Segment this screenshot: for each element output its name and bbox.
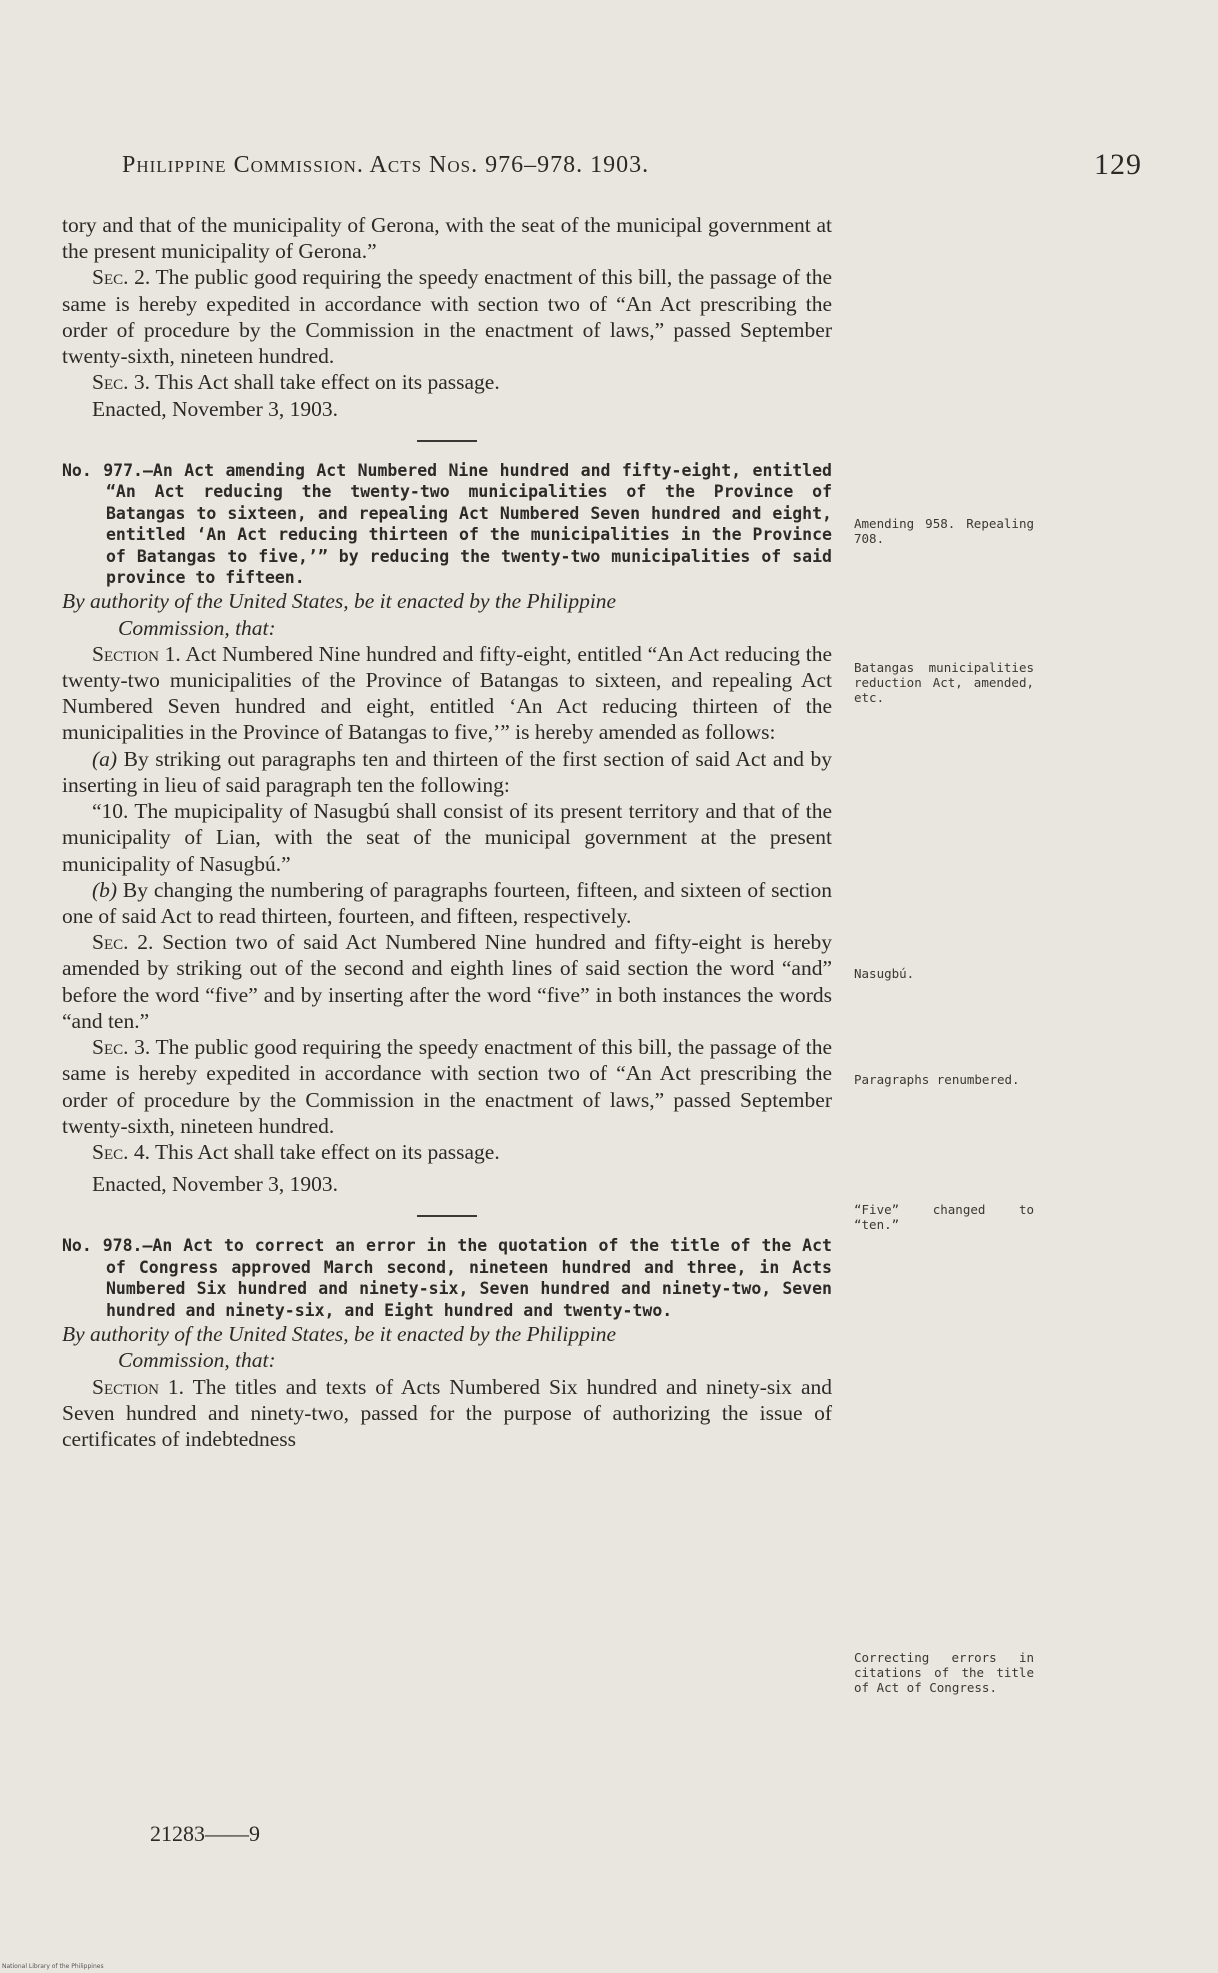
margin-note-amending: Amending 958. Repealing 708. [854, 516, 1034, 546]
clause-text: By striking out paragraphs ten and thirteen of the first section of said Act and by inserting in lieu of said paragraph ten the following: [62, 746, 832, 797]
paragraph [62, 641, 832, 746]
section-text: Act Numbered Nine hundred and fifty-eight, entitled “An Act reducing the twenty-two municipalities of the Province of Batangas to sixteen, and repealing Act Numbered Seven hundred and eight, entitled ‘An Act reducing thirteen of the municipalities in the Province of Batangas to five,’” is hereby amended as follows: [62, 641, 832, 745]
page-number: 129 [1094, 148, 1142, 181]
section-heading: Sec. 2. [92, 930, 154, 955]
section-heading: Sec. 4. [92, 1139, 150, 1164]
signature-mark: 21283——9 [150, 1821, 260, 1846]
enacting-clause-line-2: Commission, that: [118, 1348, 276, 1373]
paragraph: tory and that of the municipality of Gerona, with the seat of the municipal government at the present municipality of Gerona.” [62, 213, 832, 264]
section-text: The public good requiring the speedy enactment of this bill, the passage of the same is hereby expedited in accordance with section two of “An Act prescribing the order of procedure by the Commission in the enactment of laws,” passed September twenty-sixth, nineteen hundred. [62, 265, 833, 369]
scan-credit: National Library of the Philippines [2, 1963, 104, 1970]
paragraph [62, 1139, 832, 1165]
section-text: This Act shall take effect on its passage. [150, 1139, 500, 1164]
enacting-clause-line-1: By authority of the United States, be it enacted by the Philippine [62, 589, 617, 614]
enacted-line: Enacted, November 3, 1903. [92, 396, 338, 421]
section-heading: Sec. 3. [92, 370, 150, 395]
enacting-clause-line-1: By authority of the United States, be it enacted by the Philippine [62, 1322, 617, 1347]
margin-note-five-ten: “Five” changed to “ten.” [854, 1202, 1034, 1232]
main-text-column [62, 212, 832, 1452]
paragraph [62, 369, 832, 395]
running-header [122, 148, 1142, 181]
enacting-clause [62, 1321, 832, 1373]
section-heading: Sec. 2. [92, 265, 151, 290]
paragraph [62, 877, 832, 929]
act-977-title: No. 977.—An Act amending Act Numbered Nine hundred and fifty-eight, entitled “An Act reducing the twenty-two municipalities of the Province of Batangas to sixteen, and repealing Act Numbered Seven hundred and eight, entitled ‘An Act reducing thirteen of the municipalities in the Province of Batangas to five,’” by reducing the twenty-two municipalities of said province to fifteen. [62, 460, 832, 587]
enacting-clause [62, 588, 832, 640]
section-heading: Sec. 3. [92, 1035, 151, 1060]
clause-label: (b) [92, 877, 118, 902]
act-978-title: No. 978.—An Act to correct an error in the quotation of the title of the Act of Congress approved March second, nineteen hundred and three, in Acts Numbered Six hundred and ninety-six, Seven hundred and ninety-two, Seven hundred and ninety-six, and Eight hundred and twenty-two. [62, 1236, 832, 1320]
divider [417, 440, 477, 442]
paragraph [62, 264, 832, 369]
margin-note-nasugbu: Nasugbú. [854, 966, 915, 981]
enacted-line: Enacted, November 3, 1903. [92, 1172, 338, 1197]
paragraph [62, 1374, 832, 1453]
running-title: Philippine Commission. Acts Nos. 976–978. 1903. [122, 152, 650, 178]
section-text: The titles and texts of Acts Numbered Six hundred and ninety-six and Seven hundred and ninety-two, passed for the purpose of authorizing the issue of certificates of indebtedness [62, 1374, 833, 1452]
paragraph [62, 929, 832, 1034]
paragraph [62, 746, 832, 798]
section-text: The public good requiring the speedy enactment of this bill, the passage of the same is hereby expedited in accordance with section two of “An Act prescribing the order of procedure by the Commission in the enactment of laws,” passed September twenty-sixth, nineteen hundred. [62, 1035, 833, 1138]
margin-note-batangas: Batangas municipalities reduction Act, amended, etc. [854, 660, 1034, 705]
quoted-paragraph: “10. The mupicipality of Nasugbú shall consist of its present territory and that of the municipality of Lian, with the seat of the municipal government at the present municipality of Nasugbú.” [62, 799, 832, 876]
section-text: Section two of said Act Numbered Nine hundred and fifty-eight is hereby amended by striking out of the second and eighth lines of said section the word “and” before the word “five” and by inserting after the word “five” in both instances the words “and ten.” [62, 930, 832, 1033]
clause-label: (a) [92, 746, 118, 771]
section-text: This Act shall take effect on its passage. [150, 370, 500, 395]
paragraph [62, 1034, 832, 1139]
clause-text: By changing the numbering of paragraphs fourteen, fifteen, and sixteen of section one of said Act to read thirteen, fourteen, and fifteen, respectively. [62, 877, 832, 928]
divider [417, 1215, 477, 1217]
enacting-clause-line-2: Commission, that: [118, 615, 276, 640]
margin-note-correcting: Correcting errors in citations of the title of Act of Congress. [854, 1650, 1034, 1695]
section-heading: Section 1. [92, 641, 181, 666]
margin-note-paragraphs: Paragraphs renumbered. [854, 1072, 1020, 1087]
section-heading: Section 1. [92, 1374, 185, 1399]
